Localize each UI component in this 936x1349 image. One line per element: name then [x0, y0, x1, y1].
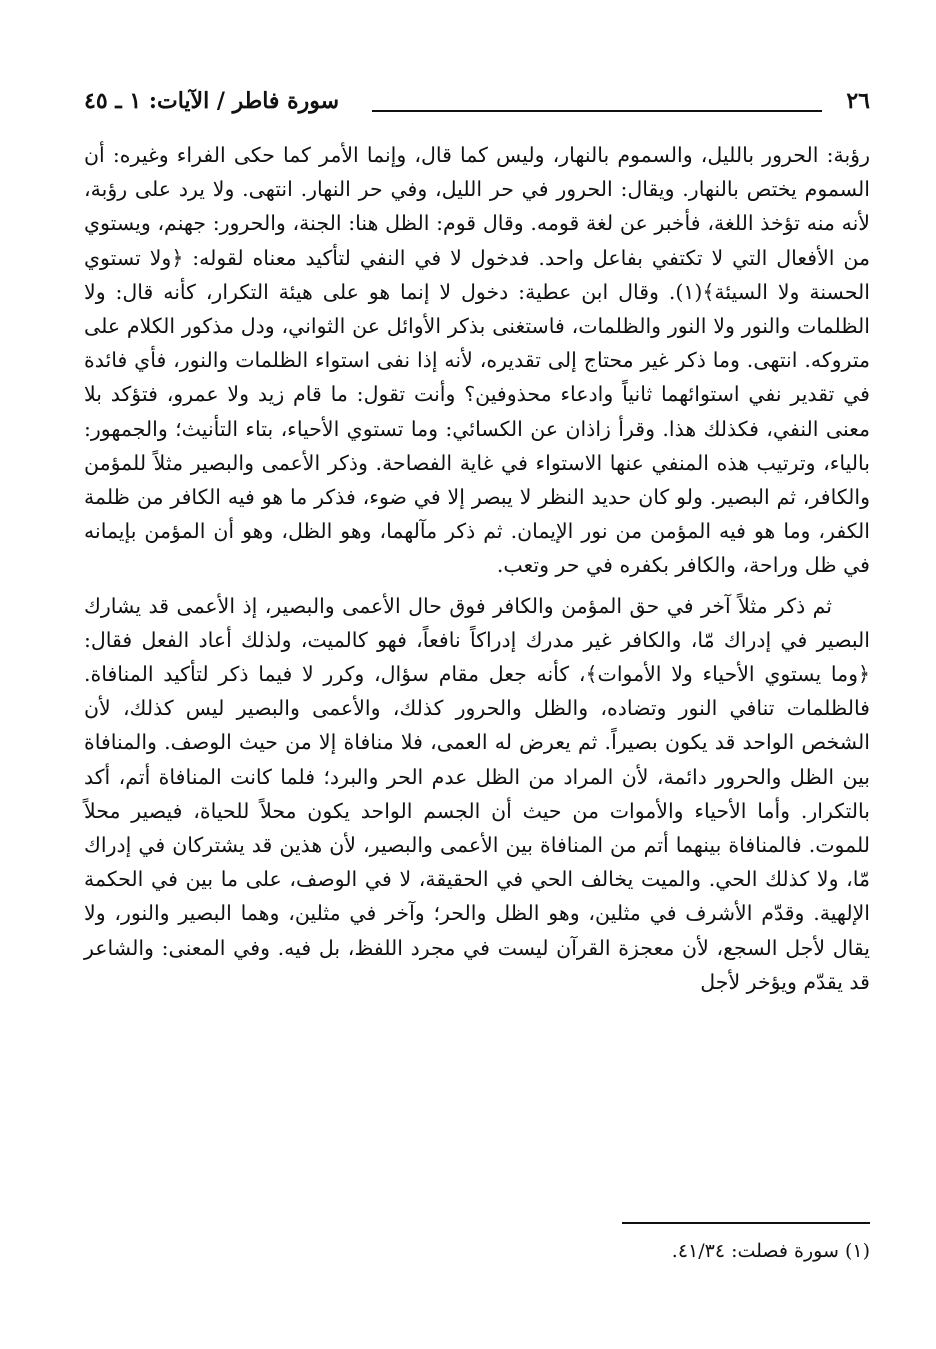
main-text	[84, 138, 870, 999]
running-header	[84, 88, 870, 128]
page-number: ٢٦	[846, 88, 870, 114]
paragraph-2: ثم ذكر مثلاً آخر في حق المؤمن والكافر فوق حال الأعمى والبصير، إذ الأعمى قد يشارك البصير في إدراك مّا، والكافر غير مدرك إدراكاً نافعاً، فهو كالميت، ولذلك أعاد الفعل فقال: ﴿وما يستوي الأحياء ولا الأموات﴾، كأنه جعل مقام سؤال، وكرر لا فيما ذكر لتأكيد المنافاة. فالظلمات تنافي النور وتضاده، والظل والحرور كذلك، والأعمى والبصير ليس كذلك، لأن الشخص الواحد قد يكون بصيراً. ثم يعرض له العمى، فلا منافاة إلا من حيث الوصف. والمنافاة بين الظل والحرور دائمة، لأن المراد من الظل عدم الحر والبرد؛ فلما كانت المنافاة أتم، أكد بالتكرار. وأما الأحياء والأموات من حيث أن الجسم الواحد يكون محلاً للحياة، فيصير محلاً للموت. فالمنافاة بينهما أتم من المنافاة بين الأعمى والبصير، لأن هذين قد يشتركان في إدراك مّا، ولا كذلك الحي. والميت يخالف الحي في الحقيقة، لا في الوصف، على ما بين في الحكمة الإلهية. وقدّم الأشرف في مثلين، وهو الظل والحر؛ وآخر في مثلين، وهما البصير والنور، ولا يقال لأجل السجع، لأن معجزة القرآن ليست في مجرد اللفظ، بل فيه. وفي المعنى: والشاعر قد يقدّم ويؤخر لأجل	[84, 593, 870, 994]
footnote-rule	[622, 1222, 870, 1224]
paragraph-1: رؤبة: الحرور بالليل، والسموم بالنهار، وليس كما قال، وإنما الأمر كما حكى الفراء وغيره: أن السموم يختص بالنهار. ويقال: الحرور في حر الليل، وفي حر النهار. انتهى. ولا يرد على رؤبة، لأنه منه تؤخذ اللغة، فأخبر عن لغة قومه. وقال قوم: الظل هنا: الجنة، والحرور: جهنم، ويستوي من الأفعال التي لا تكتفي بفاعل واحد. فدخول لا في النفي لتأكيد معناه لقوله: ﴿ولا تستوي الحسنة ولا السيئة﴾(١). وقال ابن عطية: دخول لا إنما هو على هيئة التكرار، كأنه قال: ولا الظلمات والنور ولا النور والظلمات، فاستغنى بذكر الأوائل عن الثواني، ودل مذكور الكلام على متروكه. انتهى. وما ذكر غير محتاج إلى تقديره، لأنه إذا نفى استواء الظلمات والنور، فأي فائدة في تقدير نفي استوائهما ثانياً وادعاء محذوفين؟ وأنت تقول: ما قام زيد ولا عمرو، فتؤكد بلا معنى النفي، فكذلك هذا. وقرأ زاذان عن الكسائي: وما تستوي الأحياء، بتاء التأنيث؛ والجمهور: بالياء، وترتيب هذه المنفي عنها الاستواء في غاية الفصاحة. وذكر الأعمى والبصير مثلاً للمؤمن والكافر، ثم البصير. ولو كان حديد النظر لا يبصر إلا في ضوء، فذكر ما هو فيه الكافر من ظلمة الكفر، وما هو فيه المؤمن من نور الإيمان. ثم ذكر مآلهما، وهو الظل، وهو أن المؤمن بإيمانه في ظل وراحة، والكافر بكفره في حر وتعب.	[84, 143, 870, 578]
header-rule	[372, 110, 822, 112]
running-title: سورة فاطر / الآيات: ١ ـ ٤٥	[84, 88, 340, 114]
footnote: (١) سورة فصلت: ٤١/٣٤.	[671, 1240, 870, 1262]
